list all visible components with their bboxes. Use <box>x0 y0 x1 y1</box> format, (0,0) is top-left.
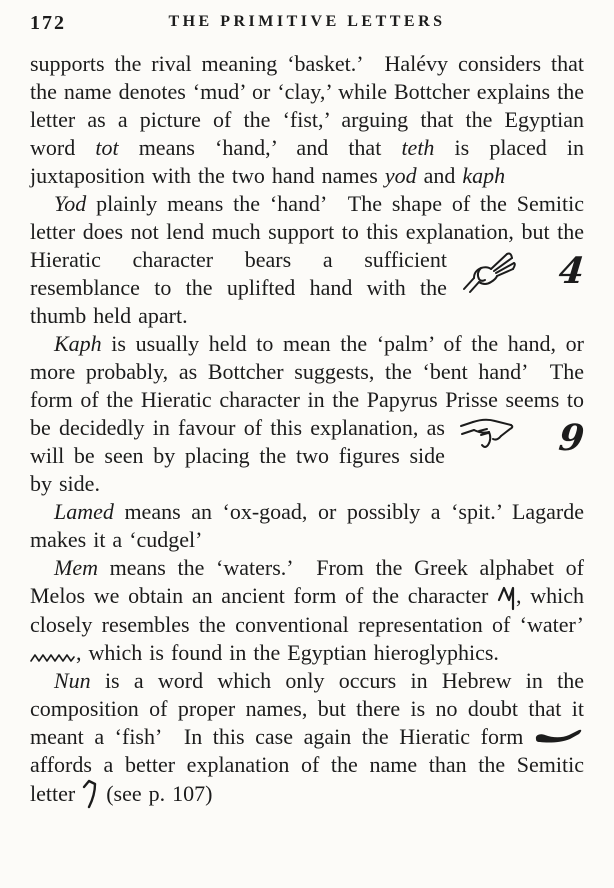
paragraph-kaph <box>30 330 587 498</box>
running-title: THE PRIMITIVE LETTERS <box>168 13 446 30</box>
kaph-figure-pair <box>459 416 587 460</box>
hieratic-nun-fish-icon <box>534 729 584 747</box>
page-number: 172 <box>30 12 66 34</box>
paragraph-lamed <box>30 498 584 554</box>
paragraph-basket-continuation <box>30 50 584 190</box>
body-text <box>30 50 587 810</box>
bent-hand-icon <box>459 416 517 460</box>
word-yod-italic: yod <box>384 163 417 188</box>
semitic-nun-icon <box>82 779 99 810</box>
p5-text-3: , which is found in the Egyptian hieroglyphics. <box>76 640 499 665</box>
p5-text-1: means the ‘waters.’ From the Greek alphabet of Melos we obtain an ancient form of the character <box>30 555 584 608</box>
p2-text-1: plainly means the ‘hand’ The shape of the Semitic letter does not lend much support to this explanation, but the Hieratic character bears a <box>30 191 584 272</box>
word-tot-italic: tot <box>95 135 119 160</box>
hieratic-yod-glyph: 4 <box>556 250 587 292</box>
p1-text-4: and <box>416 163 463 188</box>
paragraph-mem <box>30 554 584 667</box>
p6-text-2: affords a better explanation of the name than the Semitic letter <box>30 752 584 806</box>
p3-text-1: is usually held to mean the ‘palm’ of the hand, or more probably, as Bottcher suggests, the ‘bent hand’ The form of the Hieratic character in the Papyrus Prisse seems to be decidedly in favour <box>30 331 584 440</box>
lead-word-nun: Nun <box>54 668 91 693</box>
word-kaph-italic: kaph <box>462 163 506 188</box>
p4-text-1: means an ‘ox-goad, or possibly a ‘spit.’ Lagarde makes it a ‘cudgel’ <box>30 499 584 552</box>
lead-word-mem: Mem <box>54 555 98 580</box>
paragraph-yod <box>30 190 587 330</box>
p6-text-1: is a word which only occurs in Hebrew in the composition of proper names, but there is no doubt that it meant a ‘fish’ In this case again the Hieratic form <box>30 668 584 749</box>
p3-text-2: of this explanation, as will be seen by placing the two figures side by side. <box>30 415 445 496</box>
running-head <box>30 10 584 40</box>
archaic-mem-icon <box>497 583 516 611</box>
lead-word-lamed: Lamed <box>54 499 114 524</box>
paragraph-nun <box>30 667 584 810</box>
yod-figure-pair <box>461 248 587 294</box>
lead-word-yod: Yod <box>54 191 87 216</box>
p5-text-2: , which closely resembles the conventional representation of ‘water’ <box>30 583 585 637</box>
lead-word-kaph: Kaph <box>54 331 102 356</box>
uplifted-hand-icon <box>461 248 517 294</box>
p1-text-3: is placed in juxtaposition with the two hand names <box>30 135 584 188</box>
p1-text-1: supports the rival meaning ‘basket.’ Halévy considers that the name denotes ‘mud’ or ‘clay,’ while Bottcher explains the letter as a picture of the ‘fist,’ arguing that the Egyptian word <box>30 51 584 160</box>
hieratic-kaph-glyph: 9 <box>556 417 587 459</box>
word-teth-italic: teth <box>401 135 435 160</box>
p2-text-2: sufficient resemblance to the uplifted hand with the thumb held apart. <box>30 247 447 328</box>
p6-text-3: (see p. 107) <box>99 781 213 806</box>
water-zigzag-icon <box>30 651 76 664</box>
p1-text-2: means ‘hand,’ and that <box>118 135 402 160</box>
